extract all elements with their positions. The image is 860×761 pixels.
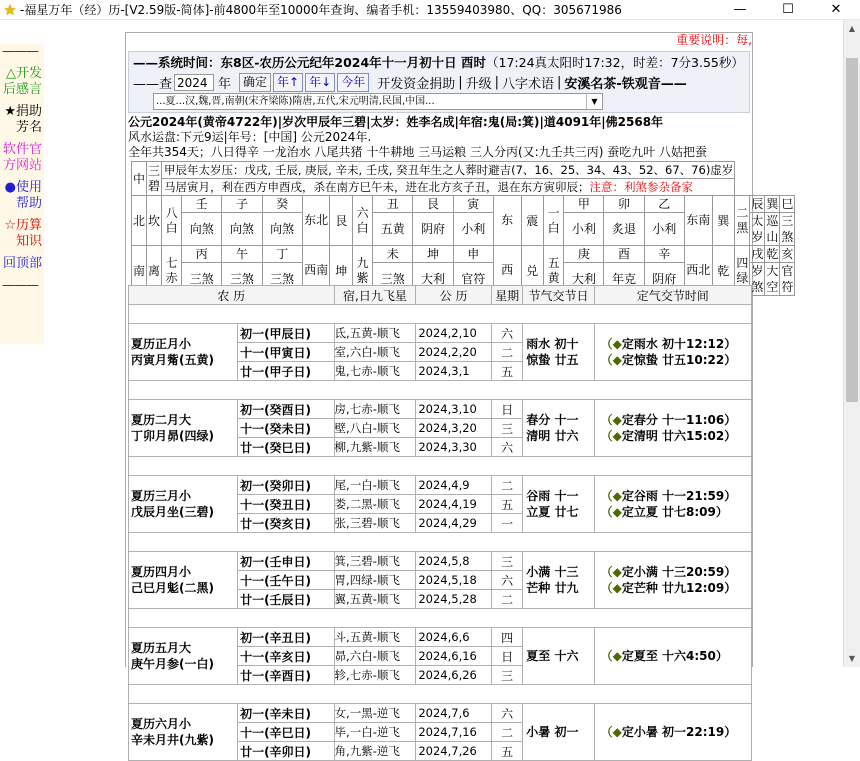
star-cell: 八白: [162, 196, 182, 246]
jieqi-days: 小暑 初一: [523, 704, 594, 761]
close-paren: ）: [724, 429, 737, 443]
branch-cell: 未: [373, 246, 413, 263]
diamond-icon: （◆: [600, 649, 622, 663]
solar-date: 2024,5,28: [416, 590, 492, 609]
weekday: 五: [491, 362, 522, 381]
sha-cell: 小利: [453, 213, 493, 246]
query-label: ——查: [133, 77, 173, 92]
confirm-button[interactable]: 确定: [239, 73, 271, 92]
sha-cell: 官符: [781, 264, 794, 294]
direction-gua: 乾: [712, 246, 735, 296]
mansion-star: 毕,一白-逆飞: [334, 723, 416, 742]
calendar-row: [129, 400, 752, 419]
solar-date: 2024,3,1: [416, 362, 492, 381]
close-paren: ）: [724, 337, 737, 351]
lunar-day: 十一(甲寅日): [238, 343, 334, 362]
weekday: 六: [491, 704, 522, 723]
lunar-day: 十一(癸未日): [238, 419, 334, 438]
header-solar: 公 历: [416, 286, 492, 305]
grid-center-star: 三碧: [147, 162, 162, 196]
diamond-icon: （◆: [600, 429, 622, 443]
branch-cell: 癸: [262, 196, 302, 213]
sha-cell: 大利: [564, 263, 604, 296]
close-paren: ）: [724, 413, 737, 427]
direction-label: 东北: [302, 196, 330, 246]
lunar-month: 夏历二月大 丁卯月昴(四绿): [129, 400, 238, 457]
calendar-row: [129, 628, 752, 647]
branch-cell: 辛: [644, 246, 684, 263]
upgrade-link[interactable]: 升级: [465, 77, 492, 92]
weekday: 二: [491, 723, 522, 742]
weekday: 五: [491, 742, 522, 761]
dingqi-text: 定小暑 初一22:19: [621, 725, 725, 739]
calendar-row: [129, 476, 752, 495]
solar-date: 2024,3,20: [416, 419, 492, 438]
bazi-terms-link[interactable]: 八字术语: [502, 77, 555, 92]
sha-cell: 阴府: [413, 213, 453, 246]
solar-date: 2024,5,8: [416, 552, 492, 571]
dingqi-line: [601, 504, 751, 520]
lunar-day: 初一(癸卯日): [238, 476, 334, 495]
jieqi-days: 雨水 初十 惊蛰 廿五: [523, 324, 594, 381]
dingqi-text: 定立夏 廿七8:09: [621, 505, 716, 519]
row-gap: [129, 457, 752, 476]
lunar-day: 廿一(壬辰日): [238, 590, 334, 609]
solar-date: 2024,2,10: [416, 324, 492, 343]
sha-cell: 小利: [564, 213, 604, 246]
calendar-row: [129, 552, 752, 571]
star-cell: 二黑: [735, 196, 750, 246]
weekday: 二: [491, 343, 522, 362]
dingqi-times: [594, 704, 751, 761]
solar-date: 2024,4,29: [416, 514, 492, 533]
sha-cell: 五黄: [373, 213, 413, 246]
solar-date: 2024,7,6: [416, 704, 492, 723]
diamond-icon: （◆: [600, 337, 622, 351]
lunar-day: 廿一(辛酉日): [238, 666, 334, 685]
vertical-scrollbar[interactable]: [843, 20, 860, 667]
dingqi-text: 定芒种 廿九12:09: [621, 581, 725, 595]
weekday: 二: [491, 476, 522, 495]
branch-cell: 庚: [564, 246, 604, 263]
mansion-star: 尾,一白-顺飞: [334, 476, 416, 495]
solar-date: 2024,2,20: [416, 343, 492, 362]
star-cell: 九紫: [353, 246, 373, 296]
dingqi-line: [601, 564, 751, 580]
direction-gua: 坤: [330, 246, 353, 296]
close-paren: ）: [715, 649, 728, 663]
tea-link[interactable]: 安溪名茶-铁观音——: [564, 77, 687, 92]
sha-cell: 年克: [604, 263, 644, 296]
mansion-star: 壁,八白-顺飞: [334, 419, 416, 438]
header-lunar: 农 历: [129, 286, 335, 305]
info-line-3: 全年共354天；八日得辛 一龙治水 八尾共猪 十牛耕地 三马运粮 三人分丙(又:九壬共三丙) 蚕吃九叶 八姑把蚕: [128, 145, 708, 159]
jieqi-days: 春分 十一 清明 廿六: [523, 400, 594, 457]
sidebar-separator: ———: [2, 44, 38, 59]
row-gap: [129, 685, 752, 704]
window-title: -福星万年（经）历-[V2.59版-简体]-前4800年至10000年查询、编者手机：13559403980、QQ：305671986: [20, 3, 622, 17]
lunar-day: 初一(癸酉日): [238, 400, 334, 419]
dingqi-line: [601, 352, 751, 368]
sha-cell: 巡山: [766, 214, 779, 244]
direction-gua: 兑: [521, 246, 544, 296]
main-content: [125, 32, 794, 759]
solar-date: 2024,7,16: [416, 723, 492, 742]
dingqi-line: [601, 648, 751, 664]
weekday: 六: [491, 324, 522, 343]
close-paren: ）: [724, 565, 737, 579]
dingqi-text: 定春分 十一11:06: [621, 413, 725, 427]
lunar-day: 十一(辛巳日): [238, 723, 334, 742]
lunar-day: 初一(壬申日): [238, 552, 334, 571]
lunar-day: 廿一(癸巳日): [238, 438, 334, 457]
diamond-icon: （◆: [600, 581, 622, 595]
mansion-star: 娄,二黑-顺飞: [334, 495, 416, 514]
grid-center: 中: [132, 162, 147, 196]
mansion-star: 氐,五黄-顺飞: [334, 324, 416, 343]
calendar-row: [129, 324, 752, 343]
branch-cell: 卯: [604, 196, 644, 213]
info-line-1: 公元2024年(黄帝4722年)|岁次甲辰年三碧|太岁：姓李名成|年宿:鬼(局:箕)|道4091年|佛2568年: [128, 115, 664, 129]
branch-cell: 申: [453, 246, 493, 263]
lunar-month: 夏历三月小 戊辰月坐(三碧): [129, 476, 238, 533]
mansion-star: 女,一黑-逆飞: [334, 704, 416, 723]
dingqi-line: [601, 336, 751, 352]
important-notice: 重要说明：每,: [676, 33, 752, 47]
diamond-icon: （◆: [600, 565, 622, 579]
sha-cell: 大空: [766, 264, 779, 294]
year-input[interactable]: [174, 74, 214, 91]
dingqi-text: 定小满 十三20:59: [621, 565, 725, 579]
dingqi-line: [601, 488, 751, 504]
dynasty-select-value: ...夏...汉,魏,晋,南朝(宋齐梁陈)隋唐,五代,宋元明清,民国,中国...: [156, 96, 435, 107]
weekday: 六: [491, 571, 522, 590]
dynasty-select[interactable]: [153, 93, 603, 110]
solar-date: 2024,4,19: [416, 495, 492, 514]
year-info: [128, 115, 752, 160]
donate-link[interactable]: 开发资金捐助: [377, 77, 456, 92]
year-up-button[interactable]: 年↑: [273, 73, 303, 92]
dingqi-text: 定雨水 初十12:12: [621, 337, 725, 351]
header-jieqi: 节气交节日: [523, 286, 594, 305]
mansion-star: 房,七赤-顺飞: [334, 400, 416, 419]
weekday: 二: [491, 590, 522, 609]
sidebar-link[interactable]: 回顶部: [2, 256, 42, 271]
star-cell: 一白: [544, 196, 564, 246]
dingqi-times: [594, 552, 751, 609]
sha-cell: 炙退: [604, 213, 644, 246]
direction-gua: 离: [147, 246, 162, 296]
star-cell: 五黄: [544, 246, 564, 296]
system-time-line: [133, 53, 744, 71]
lunar-day: 初一(甲辰日): [238, 324, 334, 343]
minimize-button[interactable]: —: [733, 2, 747, 17]
jieqi-days: 夏至 十六: [523, 628, 594, 685]
lunar-day: 廿一(甲子日): [238, 362, 334, 381]
branch-cell: 艮: [413, 196, 453, 213]
year-down-button[interactable]: 年↓: [305, 73, 335, 92]
weekday: 四: [491, 628, 522, 647]
direction-label: 西: [493, 246, 521, 296]
weekday: 三: [491, 666, 522, 685]
diamond-icon: （◆: [600, 413, 622, 427]
lunar-month: 夏历正月小 丙寅月觜(五黄): [129, 324, 238, 381]
solar-time: （17:24真太阳时17:32，时差：7分3.55秒）: [486, 55, 744, 70]
mansion-star: 轸,七赤-顺飞: [334, 666, 416, 685]
header-dingqi: 定气交节时间: [594, 286, 751, 305]
calendar-table: [128, 285, 752, 761]
solar-date: 2024,6,16: [416, 647, 492, 666]
sha-cell: 向煞: [262, 213, 302, 246]
left-sidebar: [0, 44, 44, 344]
sha-cell: 大利: [413, 263, 453, 296]
branch-cell: 甲: [564, 196, 604, 213]
sha-cell: 三煞: [373, 263, 413, 296]
direction-label: 东: [493, 196, 521, 246]
close-paren: ）: [724, 489, 737, 503]
sha-cell: 向煞: [222, 213, 262, 246]
horse-note: [162, 179, 735, 196]
sidebar-link[interactable]: ★捐助芳名: [4, 104, 42, 135]
branch-cell: 丁: [262, 246, 302, 263]
weekday: 三: [491, 419, 522, 438]
header-weekday: 星期: [491, 286, 522, 305]
system-time: ——系统时间：东8区-农历公元纪年2024年十一月初十日 酉时: [133, 55, 487, 70]
close-paren: ）: [724, 353, 737, 367]
close-paren: ）: [724, 725, 737, 739]
scroll-up-arrow-icon[interactable]: ▲: [848, 24, 856, 33]
branch-cell: 亥: [781, 247, 794, 261]
solar-date: 2024,3,30: [416, 438, 492, 457]
solar-date: 2024,7,26: [416, 742, 492, 761]
solar-date: 2024,3,10: [416, 400, 492, 419]
lunar-day: 十一(辛亥日): [238, 647, 334, 666]
row-gap: [129, 533, 752, 552]
dingqi-text: 定谷雨 十一21:59: [621, 489, 725, 503]
sha-cell: 小利: [644, 213, 684, 246]
close-button[interactable]: ✕: [830, 2, 842, 17]
weekday: 六: [491, 438, 522, 457]
dingqi-times: [594, 628, 751, 685]
header-mansion: 宿,日九飞星: [334, 286, 416, 305]
jieqi-days: 谷雨 十一 立夏 廿七: [523, 476, 594, 533]
lunar-day: 廿一(辛卯日): [238, 742, 334, 761]
lunar-day: 十一(癸丑日): [238, 495, 334, 514]
sidebar-link[interactable]: ☆历算知识: [4, 218, 42, 249]
sha-cell: 三煞: [781, 214, 794, 244]
lunar-month: 夏历六月小 辛未月井(九紫): [129, 704, 238, 761]
warning-text: 注意：利煞参杂备家: [589, 180, 694, 194]
mansion-star: 鬼,七赤-顺飞: [334, 362, 416, 381]
branch-cell: 壬: [182, 196, 222, 213]
lunar-day: 初一(辛丑日): [238, 628, 334, 647]
mansion-star: 昴,六白-顺飞: [334, 647, 416, 666]
dingqi-line: [601, 724, 751, 740]
row-gap: [129, 381, 752, 400]
direction-label: 北: [132, 196, 147, 246]
branch-cell: 子: [222, 196, 262, 213]
scroll-down-arrow-icon[interactable]: ▼: [848, 654, 856, 663]
branch-cell: 丑: [373, 196, 413, 213]
direction-gua: 巽: [712, 196, 735, 246]
branch-cell: 乙: [644, 196, 684, 213]
sha-cell: 三煞: [182, 263, 222, 296]
solar-date: 2024,5,18: [416, 571, 492, 590]
branch-cell: 巳: [781, 197, 794, 211]
horse-text: 马居寅月，利在西方申酉戌，杀在南方巳午未，进在北方亥子丑，退在东方寅卯辰；: [164, 180, 590, 194]
mansion-star: 柳,九紫-顺飞: [334, 438, 416, 457]
weekday: 日: [491, 400, 522, 419]
title-bar: [0, 0, 860, 20]
dingqi-text: 定惊蛰 廿五10:22: [621, 353, 725, 367]
direction-gua: 坎: [147, 196, 162, 246]
row-gap: [129, 609, 752, 628]
branch-cell: 辰: [751, 197, 764, 211]
dingqi-text: 定清明 廿六15:02: [621, 429, 725, 443]
sha-cell: 三煞: [262, 263, 302, 296]
weekday: 三: [491, 552, 522, 571]
lunar-month: 夏历四月小 己巳月鬽(二黑): [129, 552, 238, 609]
year-unit-label: 年: [218, 77, 232, 92]
scroll-thumb[interactable]: [846, 58, 858, 402]
maximize-button[interactable]: ☐: [782, 2, 794, 17]
sha-cell: 岁煞: [751, 264, 764, 294]
sidebar-link[interactable]: 软件官方网站: [2, 142, 42, 173]
direction-gua: 艮: [330, 196, 353, 246]
year-query-row: ——查 2024 年 确定 年↑ 年↓ 今年 开发资金捐助 | 升级 | 八字术语 | 安溪名茶-铁观音——: [133, 73, 690, 92]
sha-cell: 向煞: [182, 213, 222, 246]
dingqi-line: [601, 412, 751, 428]
lunar-day: 初一(辛未日): [238, 704, 334, 723]
star-cell: 六白: [353, 196, 373, 246]
lunar-day: 十一(壬午日): [238, 571, 334, 590]
weekday: 日: [491, 647, 522, 666]
sidebar-separator: ———: [2, 278, 38, 293]
dingqi-line: [601, 428, 751, 444]
star-cell: 四绿: [735, 246, 750, 296]
mansion-star: 翼,五黄-顺飞: [334, 590, 416, 609]
diamond-icon: （◆: [600, 489, 622, 503]
direction-label: 西南: [302, 246, 330, 296]
direction-gua: 震: [521, 196, 544, 246]
app-star-icon: ★: [3, 0, 17, 19]
branch-cell: 巽: [766, 197, 779, 211]
direction-label: 南: [132, 246, 147, 296]
jieqi-days: 小满 十三 芒种 廿九: [523, 552, 594, 609]
mansion-star: 箕,三碧-顺飞: [334, 552, 416, 571]
sidebar-link[interactable]: ●使用帮助: [4, 180, 42, 211]
mansion-star: 胃,四绿-顺飞: [334, 571, 416, 590]
sha-cell: 三煞: [222, 263, 262, 296]
calendar-row: [129, 704, 752, 723]
sha-cell: 阴府: [644, 263, 684, 296]
this-year-button[interactable]: 今年: [337, 73, 369, 92]
solar-date: 2024,6,6: [416, 628, 492, 647]
dingqi-text: 定夏至 十六4:50: [621, 649, 716, 663]
query-panel: [128, 51, 750, 113]
sidebar-link[interactable]: △开发后感言: [2, 66, 42, 97]
branch-cell: 乾: [766, 247, 779, 261]
info-line-2: 风水运盘:下元9运|年号：[中国] 公元2024年.: [128, 130, 372, 144]
direction-grid: [131, 161, 795, 296]
dingqi-times: [594, 400, 751, 457]
diamond-icon: （◆: [600, 505, 622, 519]
lunar-day: 廿一(癸亥日): [238, 514, 334, 533]
mansion-star: 斗,五黄-顺飞: [334, 628, 416, 647]
weekday: 一: [491, 514, 522, 533]
taisui-note: 甲辰年太岁压：戊戌, 壬辰, 庚辰, 辛未, 壬戌, 癸丑年生之人葬时避吉(7、16、25、34、43、52、67、76)虚岁: [162, 162, 735, 179]
solar-date: 2024,6,26: [416, 666, 492, 685]
branch-cell: 坤: [413, 246, 453, 263]
weekday: 五: [491, 495, 522, 514]
sha-cell: 太岁: [751, 214, 764, 244]
branch-cell: 午: [222, 246, 262, 263]
mansion-star: 角,九紫-逆飞: [334, 742, 416, 761]
branch-cell: 寅: [453, 196, 493, 213]
branch-cell: 丙: [182, 246, 222, 263]
direction-label: 西北: [684, 246, 712, 296]
sha-cell: 官符: [453, 263, 493, 296]
diamond-icon: （◆: [600, 725, 622, 739]
star-cell: 七赤: [162, 246, 182, 296]
close-paren: ）: [715, 505, 728, 519]
dingqi-line: [601, 580, 751, 596]
diamond-icon: （◆: [600, 353, 622, 367]
mansion-star: 室,六白-顺飞: [334, 343, 416, 362]
lunar-month: 夏历五月大 庚午月参(一白): [129, 628, 238, 685]
direction-label: 东南: [684, 196, 712, 246]
branch-cell: 戌: [751, 247, 764, 261]
solar-date: 2024,4,9: [416, 476, 492, 495]
close-paren: ）: [724, 581, 737, 595]
branch-cell: 酉: [604, 246, 644, 263]
chevron-down-icon[interactable]: ▼: [586, 94, 602, 109]
dingqi-times: [594, 324, 751, 381]
dingqi-times: [594, 476, 751, 533]
mansion-star: 张,三碧-顺飞: [334, 514, 416, 533]
row-gap: [129, 305, 752, 324]
